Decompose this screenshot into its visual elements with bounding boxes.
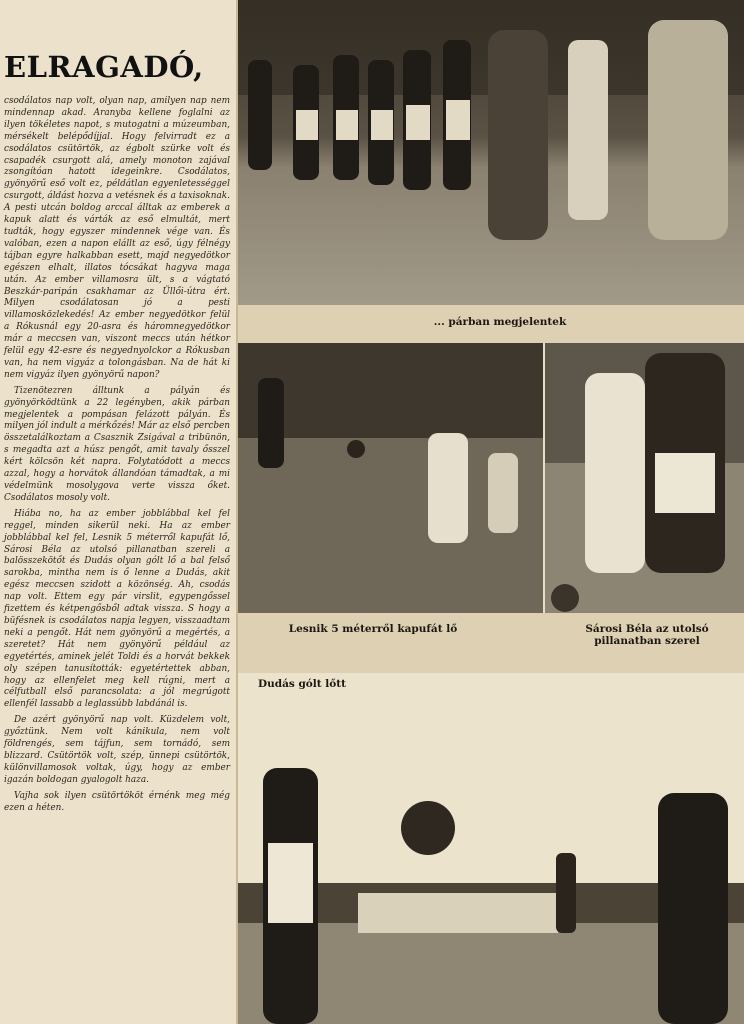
headline: ELRAGADÓ, [4,50,204,84]
photo-dudas-goal [238,673,744,1024]
article-paragraph: De azért gyönyörű nap volt. Küzdelem volt, győztünk. Nem volt kánikula, nem volt földrengés, sem tájfun, sem tornádó, sem blizzard. Csütörtök volt, szép, ünnepi csütörtök, különvillamosok voltak, úgy, hogy az ember igazán boldogan gyalogolt haza. [4,715,230,785]
caption-lesnik-shot: Lesnik 5 méterről kapufát lő [288,623,458,635]
article-body [4,96,230,818]
article-column [0,0,236,1024]
article-paragraph: Tizenötezren álltunk a pályán és gyönyörködtünk a 22 legényben, akik párban megjelentek a pompásan felázott pályán. És milyen jól indult a mérkőzés! Már az első percben összetalálkoztam a Csasznik Zsigával a tribünön, s megadta azt a húsz pengőt, amit tavaly ősszel kért kölcsön két napra. Folytatódott a meccs azzal, hogy a horvátok állandóan támadtak, a mi védelmünk mosolygova verte vissza őket. Csodálatos mosoly volt. [4,385,230,503]
caption-teams-entering: ... párban megjelentek [433,316,567,328]
caption-sarosi-tackle: Sárosi Béla az utolsó pillanatban szerel [585,623,709,647]
article-paragraph: Hiába no, ha az ember jobblábbal kel fel reggel, minden sikerül neki. Ha az ember jobblábbal kel fel, Lesnik 5 méterről kapufát lő, Sárosi Béla az utolsó pillanatban szereli a balösszekötőt és Dudás olyan gólt lő a bal felső sarokba, mintha nem is ő lenne a Dudás, akit egész meccsen szidott a közönség. Ah, csodás nap volt. Ettem egy pár virslit, egypengőssel fizettem és kétpengősből adtak vissza. S hogy a büfésnek is csodálatos napja legyen, visszaadtam neki a pengőt. Hát nem gyönyörű a megértés, a szeretet? Hát nem gyönyörű például az egyetértés, aminek jelét Toldi és a horvát bekkek oly szépen tanusították: egyetértettek abban, hogy az ellenfelet meg kell rúgni, mert a célfutball első parancsolata: a jól megrúgott ellenfél lassabb a leglassúbb labdánál is. [4,508,230,710]
article-paragraph: csodálatos nap volt, olyan nap, amilyen nap nem mindennap akad. Aranyba kellene foglalni az ilyen tökéletes napot, s mutogatni a múzeumban, mérsékelt belépődíjjal. Hogy felvirradt ez a csodálatos csütörtök, az égbolt szürke volt és csapadék csurgott alá, amely monoton zajával zsongítóan hatott idegeinkre. Csodálatos, gyönyörű eső volt ez, példátlan egyenletességgel csurgott, áldást hozva a vetésnek és a taxisoknak. A pesti utcán boldog arccal álltak az emberek a kapuk alatt és várták az eső elmultát, mert tudták, hogy egyszer mindennek vége van. És valóban, ezen a napon elállt az eső, úgy félnégy tájban egyre halkabban esett, majd negyedötkor egészen elhalt, illatos tócsákat hagyva maga után. Az ember villamosra ült, s a vágtató Beszkár-paripán csakhamar az Üllői-útra ért. Milyen csodálatosan jó a pesti villamosközlekedés! Az ember negyedötkor felül a Rókusnál egy 20-asra és háromnegyedötkor már a meccsen van, viszont meccs után hétkor felül egy 42-esre és negyednyolckor a Rókusban van, ha nem vigyáz a tolongásban. Na de hát ki nem vigyáz ilyen gyönyörű napon? [4,96,230,380]
photo-lesnik-shot [238,343,543,613]
caption-dudas-goal: Dudás gólt lőtt [258,678,346,690]
article-paragraph: Vajha sok ilyen csütörtököt érnénk meg még ezen a héten. [4,790,230,813]
photo-teams-entering [238,0,744,305]
photo-sarosi-tackle [545,343,744,613]
